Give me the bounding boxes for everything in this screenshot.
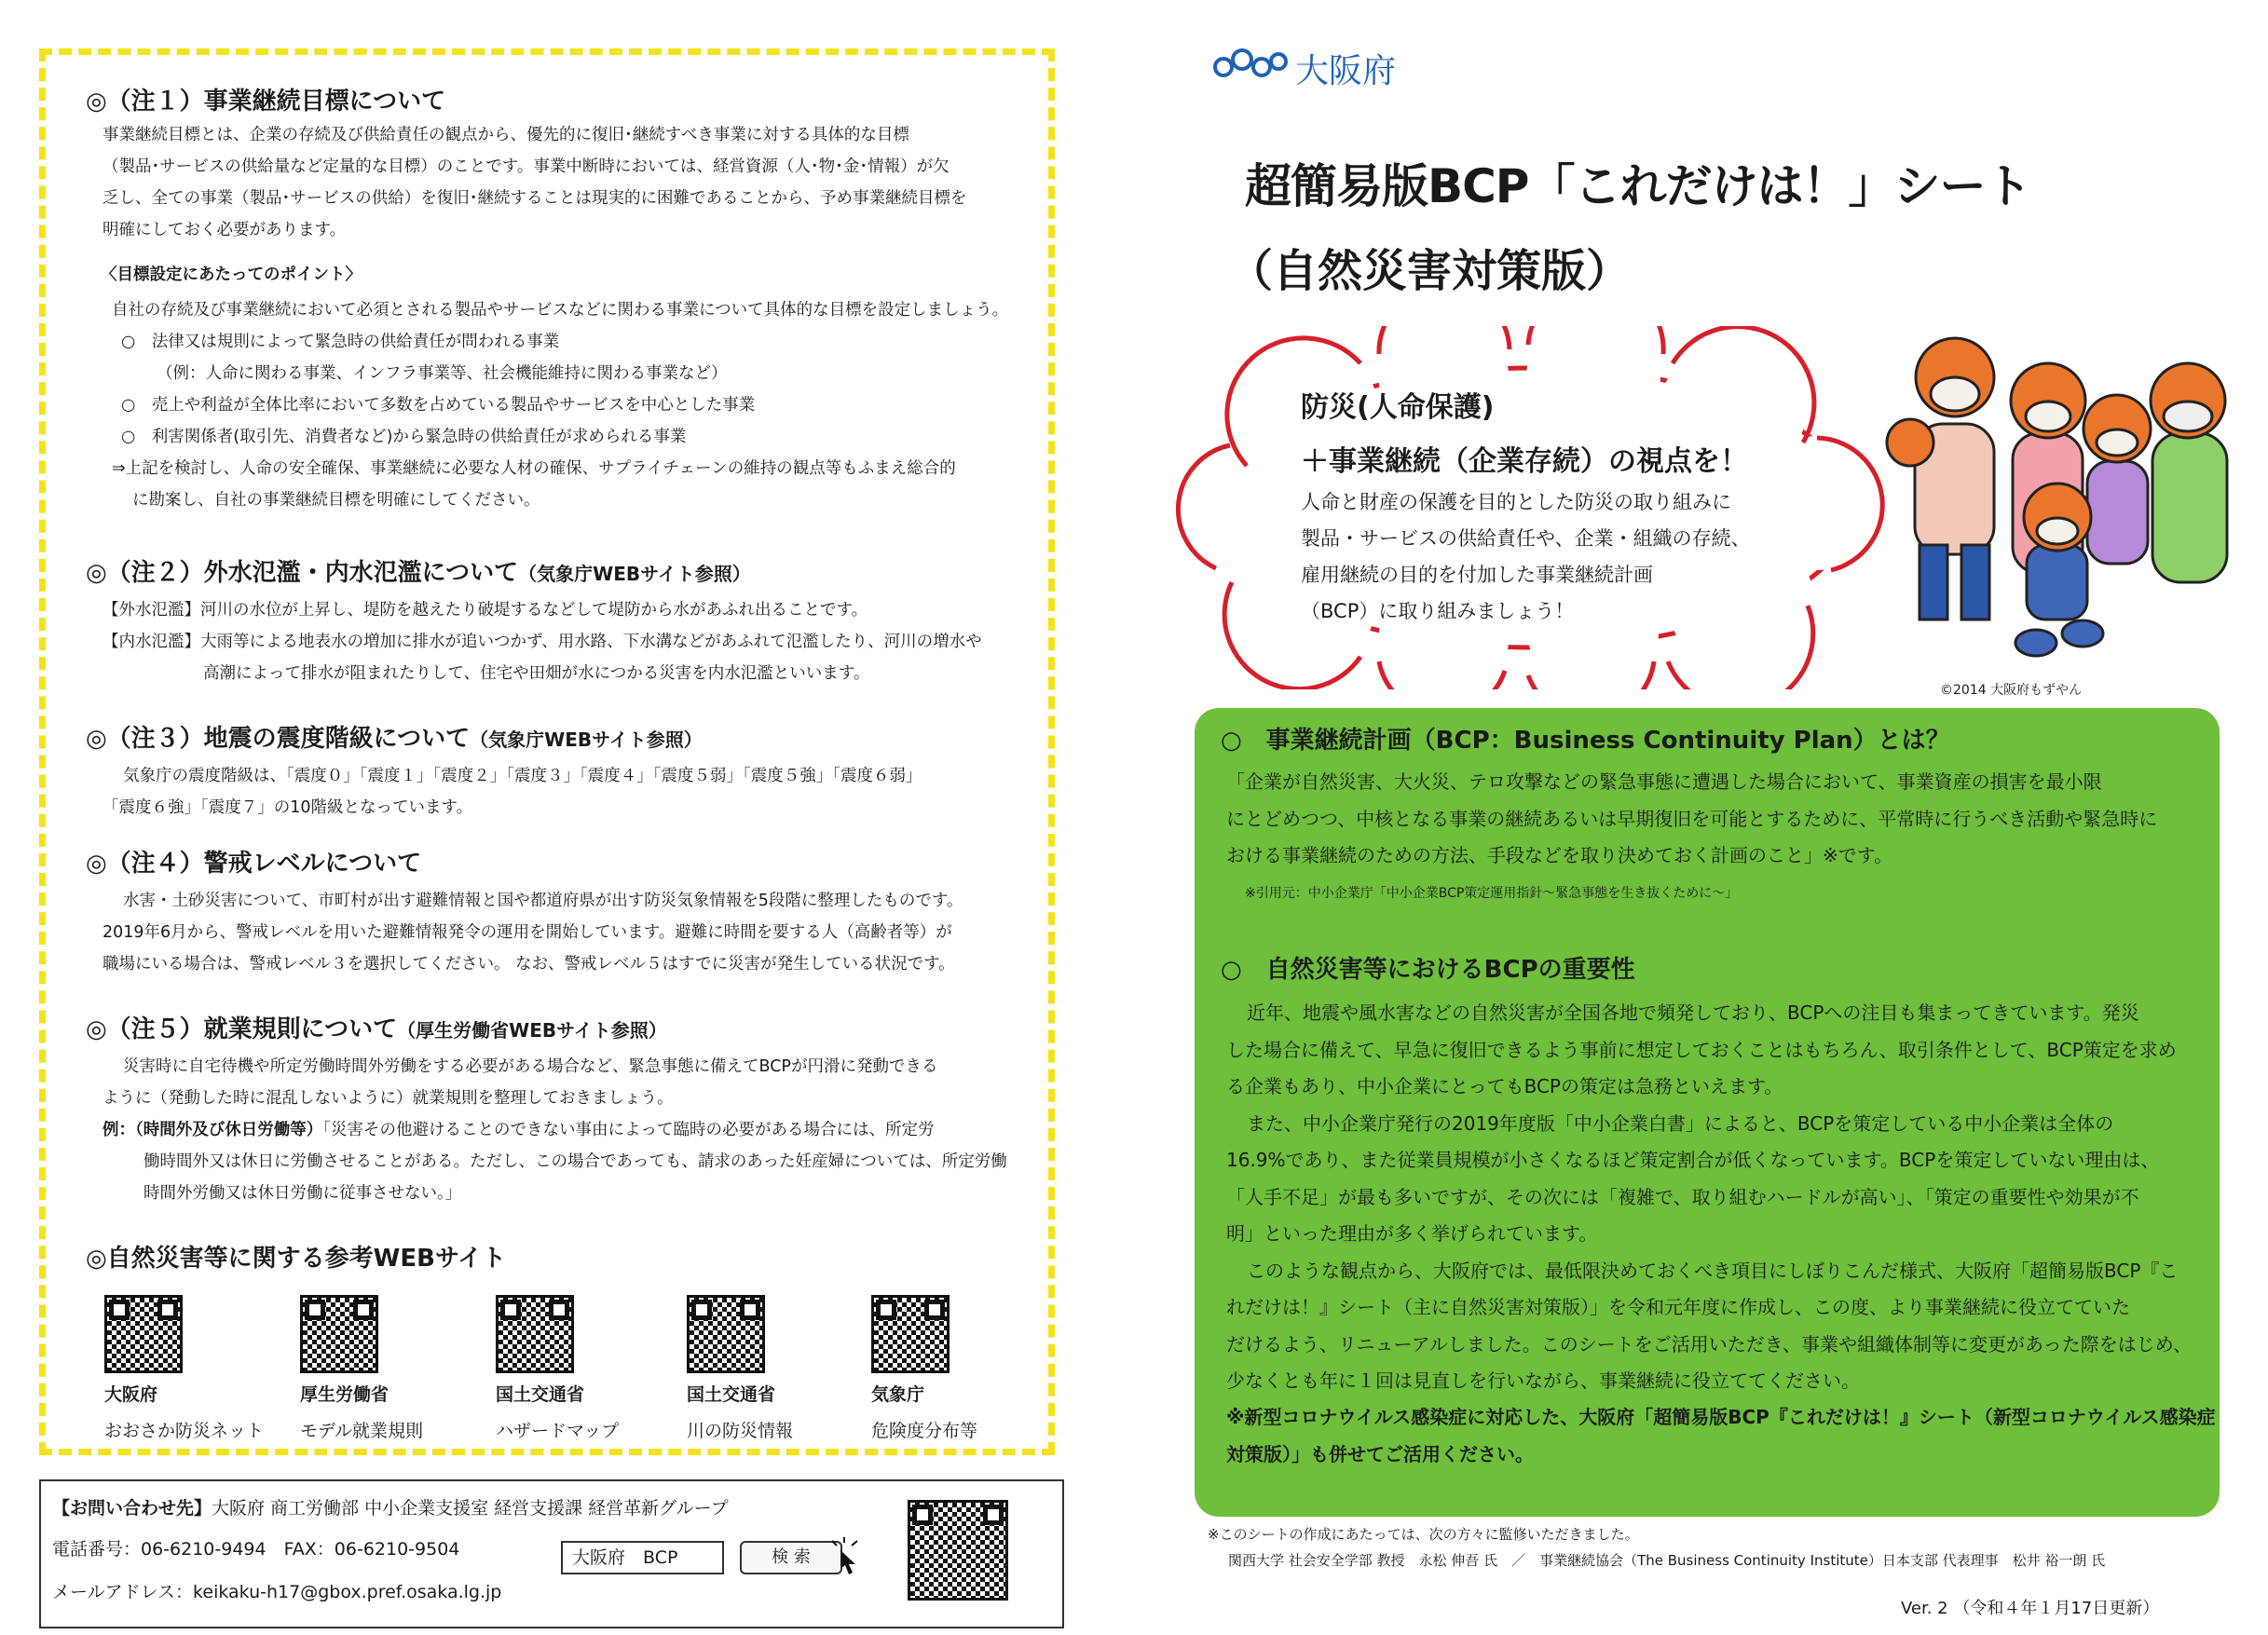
- green-heading-1: ○ 事業継続計画（BCP：Business Continuity Plan）とは？: [1221, 727, 1950, 755]
- note3-line: 「震度６強」「震度７」の10階級となっています。: [102, 798, 473, 817]
- note3-heading: [86, 719, 703, 754]
- green-line: にとどめつつ、中核となる事業の継続あるいは早期復旧を可能とするために、平常時に行うべき活動や緊急時に: [1226, 807, 2158, 830]
- page-title: 超簡易版BCP「これだけは！」シート: [1245, 159, 2031, 213]
- note4-line: 2019年6月から、警戒レベルを用いた避難情報発令の運用を開始しています。避難に時間を要する人（高齢者等）が: [102, 923, 952, 942]
- points-heading: 〈目標設定にあたってのポイント〉: [101, 266, 362, 284]
- cloud-heading-1: 防災(人命保護): [1301, 391, 1495, 424]
- note1-body: [102, 119, 967, 246]
- website-name: ハザードマップ: [496, 1421, 620, 1441]
- green-note-line: ※新型コロナウイルス感染症に対応した、大阪府「超簡易版BCP『これだけは！』シート（新型コロナウイルス感染症: [1226, 1406, 2216, 1428]
- note4-line: 職場にいる場合は、警戒レベル３を選択してください。 なお、警戒レベル５はすでに災害が発生している状況です。: [102, 955, 955, 974]
- green-line: 近年、地震や風水害などの自然災害が全国各地で頻発しており、BCPへの注目も集まってきています。発災: [1247, 1001, 2139, 1024]
- cloud-line: 製品・サービスの供給責任や、企業・組織の存続、: [1301, 527, 1751, 550]
- green-line: おける事業継続のための方法、手段などを取り決めておく計画のこと」※です。: [1226, 844, 1893, 866]
- green-line: 「人手不足」が最も多いですが、その次には「複雑で、取り組むハードルが高い」、「策定の重要性や効果が不: [1226, 1185, 2139, 1208]
- cloud-body: [1301, 484, 1751, 630]
- green-line: また、中小企業庁発行の2019年度版「中小企業白書」によると、BCPを策定している中小企業は全体の: [1247, 1111, 2114, 1135]
- search-input[interactable]: 大阪府 BCP: [561, 1541, 724, 1574]
- green-line: 明」といった理由が多く挙げられています。: [1226, 1222, 1598, 1245]
- points-item: ○ 法律又は規則によって緊急時の供給責任が問われる事業: [121, 333, 560, 351]
- note2-body: [102, 594, 982, 689]
- footer-note: ※このシートの作成にあたっては、次の方々に監修いただきました。: [1208, 1526, 1639, 1543]
- note4-heading: ◎（注４）警戒レベルについて: [86, 850, 422, 878]
- note1-line: 事業継続目標とは、企業の存続及び供給責任の観点から、優先的に復旧･継続すべき事業に対する具体的な目標: [102, 126, 909, 144]
- website-item[interactable]: [496, 1295, 619, 1442]
- green-line: 16.9%であり、また従業員規模が小さくなるほど策定割合が低くなっています。BCPを策定していない理由は、: [1226, 1149, 2160, 1171]
- points-item: ○ 売上や利益が全体比率において多数を占めている製品やサービスを中心とした事業: [121, 396, 756, 415]
- note5-example-line: 働時間外又は休日に労働させることがある。ただし、この場合であっても、請求のあった妊産婦については、所定労働: [143, 1152, 1007, 1171]
- green-note-line: 対策版）」も併せてご活用ください。: [1226, 1442, 1534, 1465]
- note5-example-line: 「災害その他避けることのできない事由によって臨時の必要がある場合には、所定労: [322, 1121, 935, 1139]
- note1-line: （製品･サービスの供給量など定量的な目標）のことです。事業中断時においては、経営資源（人･物･金･情報）が欠: [102, 157, 950, 176]
- points-list: [112, 294, 1008, 516]
- note2-line: 【内水氾濫】大雨等による地表水の増加に排水が追いつかず、用水路、下水溝などがあふれて氾濫したり、河川の増水や: [102, 633, 982, 651]
- website-name: 川の防災情報: [687, 1421, 794, 1441]
- qr-code-icon[interactable]: [496, 1295, 574, 1373]
- search-button[interactable]: 検 索: [740, 1541, 842, 1574]
- green-body-2: [1226, 995, 2192, 1400]
- cloud-line: 雇用継続の目的を付加した事業継続計画: [1301, 564, 1653, 586]
- contact-header: [52, 1494, 729, 1519]
- note2-title: ◎（注２）外水氾濫・内水氾濫について: [86, 559, 519, 587]
- qr-code-icon[interactable]: [871, 1295, 950, 1373]
- website-item[interactable]: [300, 1295, 423, 1442]
- green-body-1: [1226, 764, 2157, 875]
- cloud-line: 人命と財産の保護を目的とした防災の取り組みに: [1301, 491, 1731, 513]
- website-org: 大阪府: [104, 1384, 158, 1405]
- note5-line: ように（発動した時に混乱しないように）就業規則を整理しておきましょう。: [102, 1089, 674, 1108]
- note3-title: ◎（注３）地震の震度階級について: [86, 725, 471, 753]
- note2-line: 高潮によって排水が阻まれたりして、住宅や田畑が水につかる災害を内水氾濫といいます。: [203, 664, 870, 683]
- note4-body: [102, 885, 963, 980]
- website-name: モデル就業規則: [300, 1421, 424, 1441]
- note2-heading: [86, 553, 751, 588]
- contact-dept: 大阪府 商工労働部 中小企業支援室 経営支援課 経営革新グループ: [212, 1498, 729, 1519]
- points-item: （例：人命に関わる事業、インフラ事業等、社会機能維持に関わる事業など）: [157, 364, 728, 383]
- green-line: このような観点から、大阪府では、最低限決めておくべき項目にしぼりこんだ様式、大阪府「超簡易版BCP『こ: [1247, 1259, 2179, 1282]
- note1-line: 明確にしておく必要があります。: [102, 221, 347, 239]
- note2-source: （気象庁WEBサイト参照）: [518, 563, 751, 585]
- website-name: おおさか防災ネット: [104, 1421, 265, 1441]
- qr-code-icon[interactable]: [300, 1295, 378, 1373]
- page-subtitle: （自然災害対策版）: [1228, 245, 1632, 297]
- contact-label: 【お問い合わせ先】: [52, 1498, 212, 1519]
- logo-text: 大阪府: [1295, 52, 1397, 90]
- note5-title: ◎（注５）就業規則について: [86, 1015, 398, 1043]
- website-item[interactable]: [104, 1295, 264, 1442]
- green-line: 「企業が自然災害、大火災、テロ攻撃などの緊急事態に遭遇した場合において、事業資産の損害を最小限: [1226, 770, 2102, 793]
- qr-code-icon[interactable]: [687, 1295, 765, 1373]
- note4-line: 水害・土砂災害について、市町村が出す避難情報と国や都道府県が出す防災気象情報を5段階に整理したものです。: [123, 892, 963, 910]
- note3-source: （気象庁WEBサイト参照）: [470, 729, 703, 751]
- note5-source: （厚生労働省WEBサイト参照）: [397, 1019, 667, 1042]
- points-item: に勘案し、自社の事業継続目標を明確にしてください。: [132, 491, 540, 510]
- website-org: 国土交通省: [687, 1384, 776, 1405]
- note5-heading: [86, 1010, 667, 1044]
- green-line: れだけは！』シート（主に自然災害対策版）」を令和元年度に作成し、この度、より事業継続に役立てていた: [1226, 1296, 2130, 1318]
- osaka-logo-icon: [1213, 47, 1291, 84]
- note3-body: [102, 760, 922, 824]
- mascot-family-illustration: [1882, 331, 2236, 671]
- website-name: 危険度分布等: [871, 1421, 978, 1441]
- website-item[interactable]: [871, 1295, 977, 1442]
- website-org: 国土交通省: [496, 1384, 585, 1405]
- cursor-hand-icon: [831, 1537, 868, 1578]
- websites-heading: ◎自然災害等に関する参考WEBサイト: [86, 1245, 507, 1273]
- green-line: る企業もあり、中小企業にとってもBCPの策定は急務といえます。: [1226, 1075, 1783, 1097]
- qr-code-icon[interactable]: [104, 1295, 183, 1373]
- points-item: 自社の存続及び事業継続において必須とされる製品やサービスなどに関わる事業について具体的な目標を設定しましょう。: [112, 301, 1009, 320]
- green-citation: ※引用元：中小企業庁「中小企業BCP策定運用指針～緊急事態を生き抜くために～」: [1245, 886, 1739, 901]
- green-line: 少なくとも年に１回は見直しを行いながら、事業継続に役立ててください。: [1226, 1369, 1860, 1392]
- note5-example-line: 時間外労働又は休日労働に従事させない。」: [143, 1184, 462, 1203]
- contact-phone: 電話番号：06-6210-9494 FAX：06-6210-9504: [52, 1539, 460, 1560]
- points-item: ⇒上記を検討し、人命の安全確保、事業継続に必要な人材の確保、サプライチェーンの維持の観点等もふまえ総合的: [112, 459, 956, 478]
- website-item[interactable]: [687, 1295, 793, 1442]
- contact-box: [39, 1479, 1064, 1628]
- cloud-heading-2: ＋事業継続（企業存続）の視点を！: [1301, 445, 1748, 478]
- green-note: [1226, 1399, 2216, 1473]
- green-line: だけるよう、リニューアルしました。このシートをご活用いただき、事業や組織体制等に変更があった際をはじめ、: [1226, 1332, 2192, 1356]
- note5-example-label: 例：（時間外及び休日労働等）: [102, 1121, 323, 1139]
- cloud-line: （BCP）に取り組みましょう！: [1301, 600, 1575, 622]
- note5-body: [102, 1051, 1007, 1209]
- version-label: Ver. 2 （令和４年１月17日更新）: [1901, 1599, 2160, 1618]
- note1-line: 乏し、全ての事業（製品･サービスの供給）を復旧･継続することは現実的に困難であることから、予め事業継続目標を: [102, 189, 967, 208]
- website-org: 厚生労働省: [300, 1384, 389, 1405]
- note1-heading: ◎（注１）事業継続目標について: [86, 88, 446, 116]
- footer-supervisors: 関西大学 社会安全学部 教授 永松 伸吾 氏 ／ 事業継続協会（The Business Continuity Institute）日本支部 代表理事 松井 裕一朗 氏: [1228, 1552, 2106, 1569]
- note3-line: 気象庁の震度階級は、「震度０」「震度１」「震度２」「震度３」「震度４」「震度５弱」「震度５強」「震度６弱」: [123, 767, 922, 785]
- website-org: 気象庁: [871, 1384, 925, 1405]
- copyright: ©2014 大阪府もずやん: [1940, 683, 2083, 698]
- green-heading-2: ○ 自然災害等におけるBCPの重要性: [1221, 956, 1635, 984]
- note2-line: 【外水氾濫】河川の水位が上昇し、堤防を越えたり破堤するなどして堤防から水があふれ出ることです。: [102, 601, 868, 620]
- points-item: ○ 利害関係者(取引先、消費者など)から緊急時の供給責任が求められる事業: [121, 428, 687, 446]
- contact-email[interactable]: メールアドレス：keikaku-h17@gbox.pref.osaka.lg.jp: [52, 1582, 502, 1602]
- green-line: した場合に備えて、早急に復旧できるよう事前に想定しておくことはもちろん、取引条件として、BCP策定を求め: [1226, 1038, 2177, 1061]
- qr-code-icon[interactable]: [908, 1500, 1008, 1601]
- note5-line: 災害時に自宅待機や所定労働時間外労働をする必要がある場合など、緊急事態に備えてBCPが円滑に発動できる: [123, 1057, 938, 1076]
